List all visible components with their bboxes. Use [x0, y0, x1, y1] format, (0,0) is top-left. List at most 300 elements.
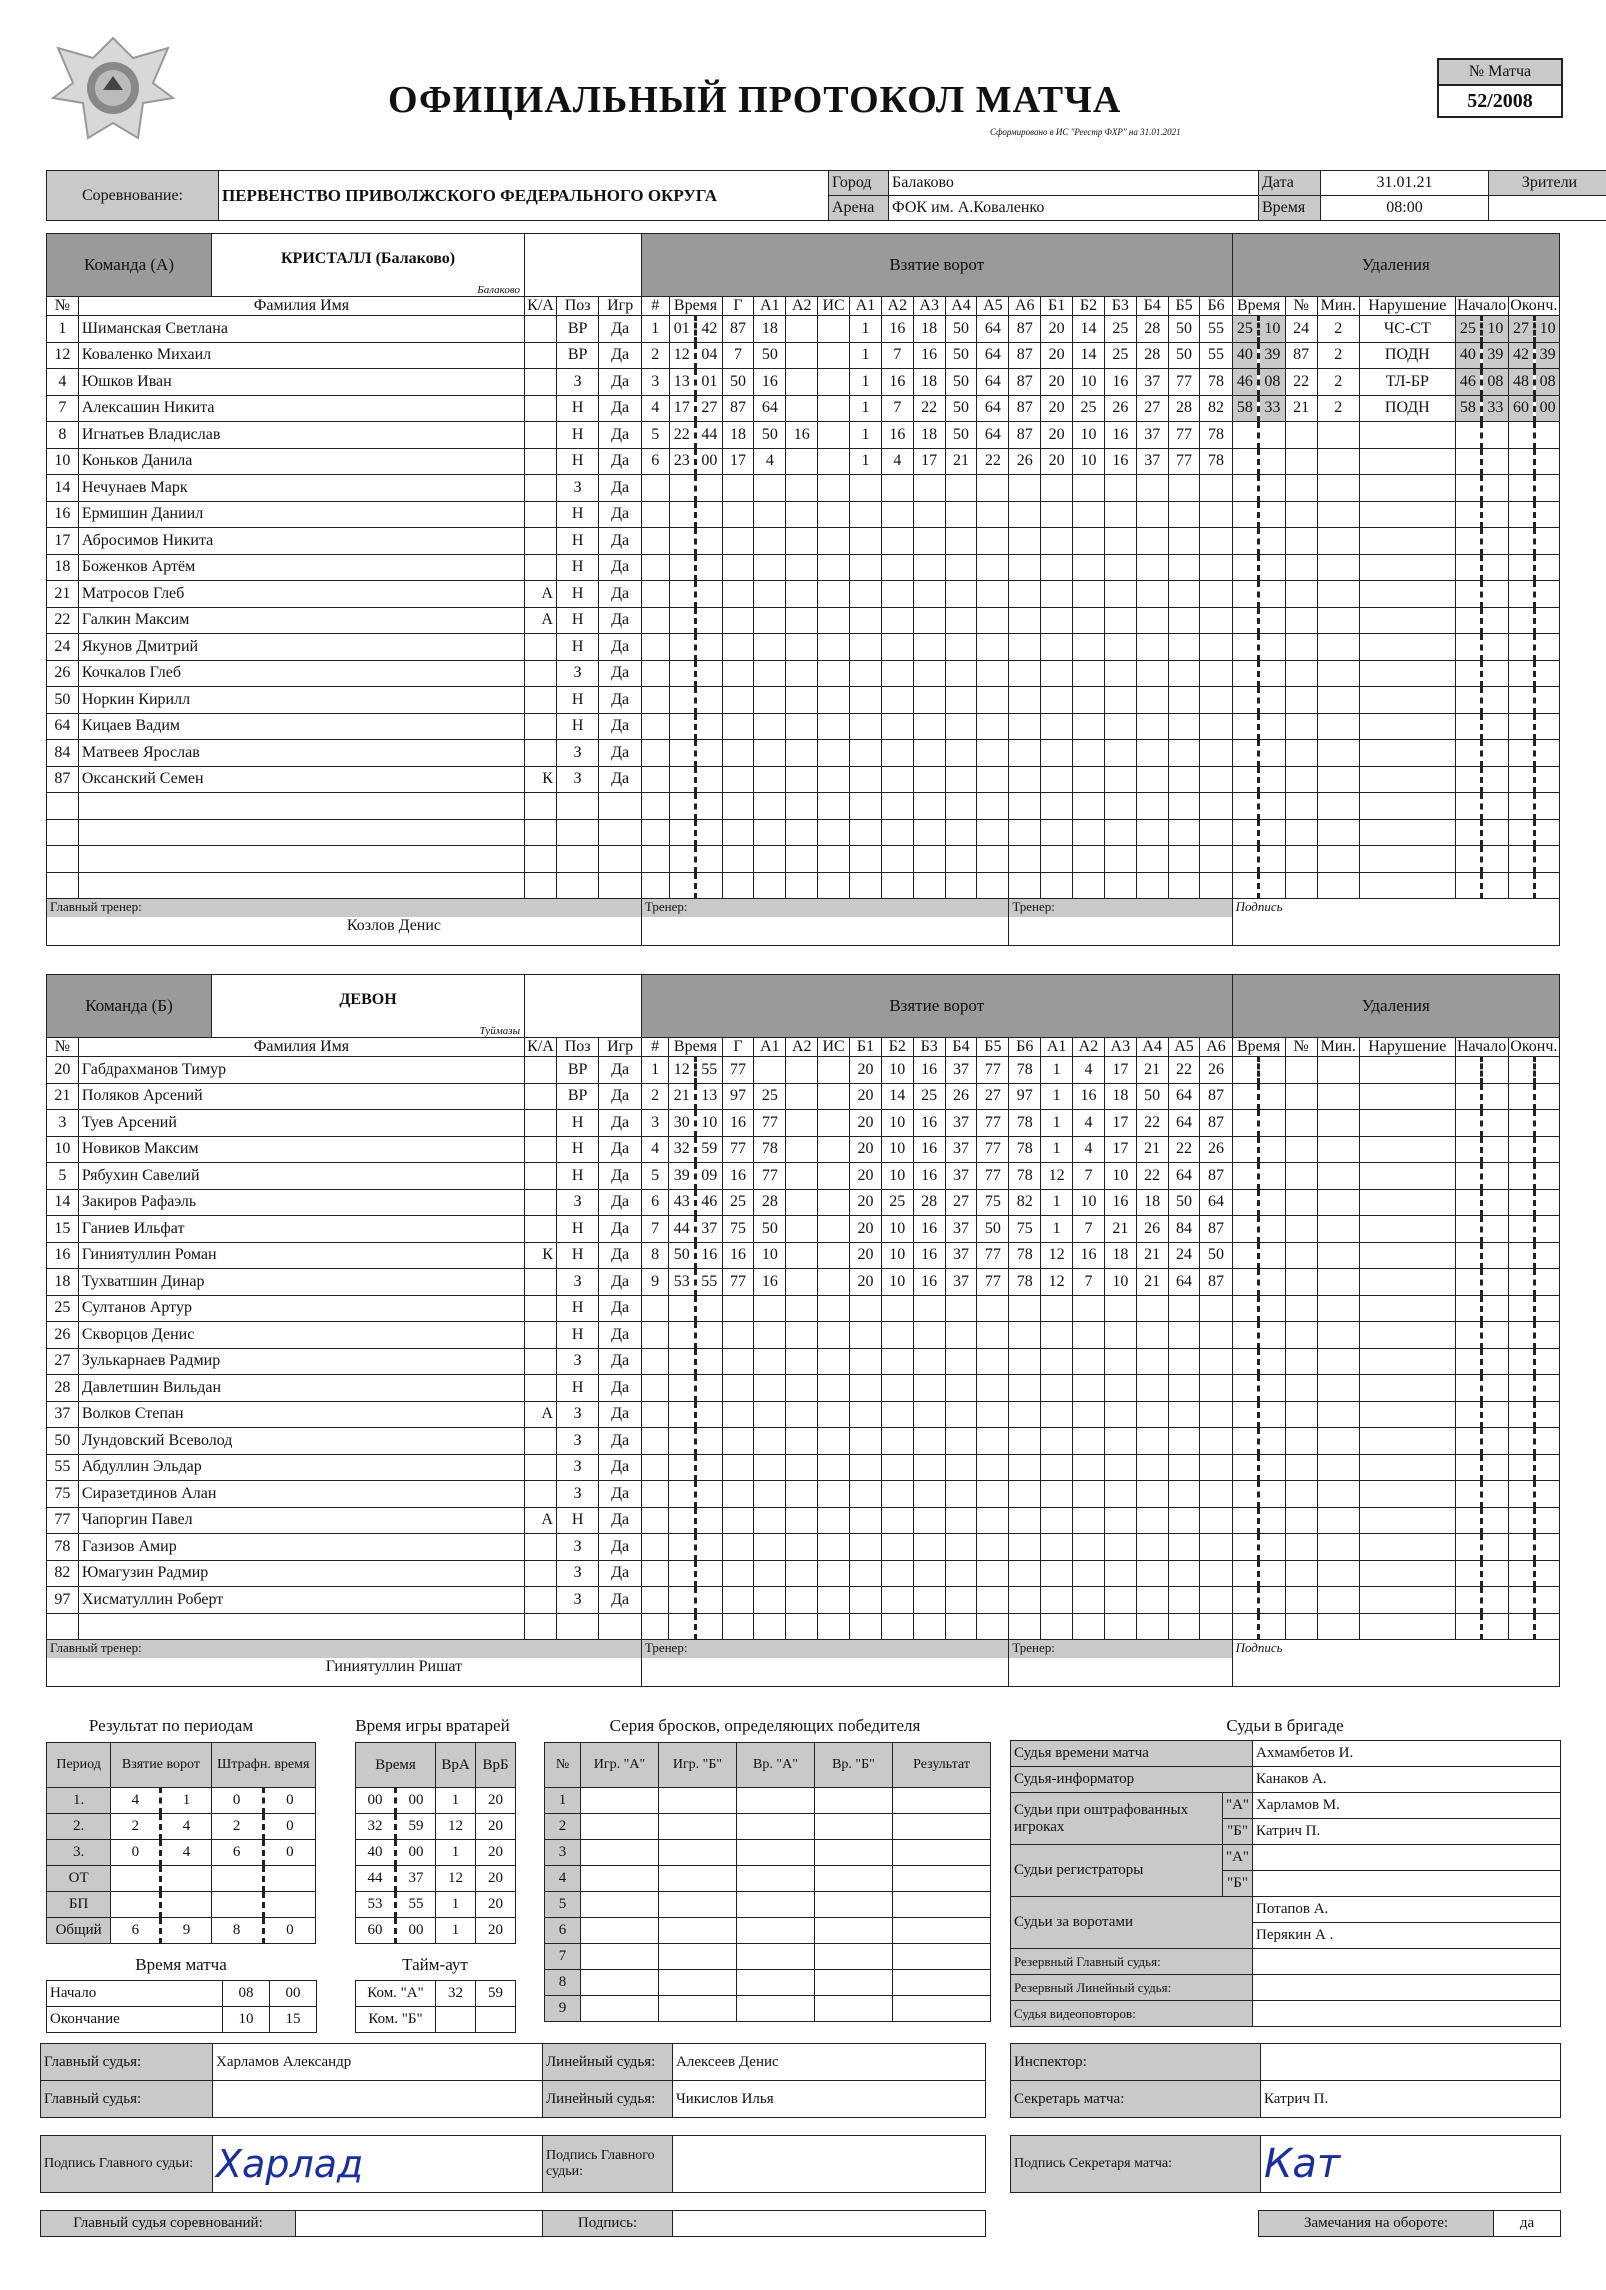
on-ice: 1	[850, 369, 882, 396]
h-goals: Взятие ворот	[111, 1743, 211, 1788]
cell	[1136, 1507, 1168, 1534]
player-no: 18	[47, 1269, 79, 1296]
cell	[1508, 846, 1535, 873]
cell	[696, 554, 723, 581]
cell	[893, 1840, 991, 1866]
on-ice: 64	[1168, 1163, 1200, 1190]
city-label: Город	[829, 171, 889, 196]
cell	[1009, 819, 1041, 846]
cell	[1535, 687, 1560, 714]
cell	[1259, 528, 1286, 555]
cell	[1360, 1481, 1456, 1508]
player-pos: Н	[556, 1507, 598, 1534]
cell	[1259, 1428, 1286, 1455]
on-ice: 20	[1041, 342, 1073, 369]
cell	[1009, 793, 1041, 820]
cell	[945, 528, 977, 555]
h-on-ice: Б6	[1200, 297, 1232, 316]
cell	[1200, 1587, 1232, 1614]
cell	[1317, 1454, 1359, 1481]
cell	[818, 1613, 850, 1640]
cell	[1168, 501, 1200, 528]
pen-min	[1232, 872, 1259, 899]
player-no: 25	[47, 1295, 79, 1322]
player-ka: А	[525, 1507, 557, 1534]
goal-is	[818, 395, 850, 422]
player-ka	[525, 713, 557, 740]
cell	[913, 1348, 945, 1375]
on-ice: 87	[1009, 422, 1041, 449]
cell	[1259, 846, 1286, 873]
cell	[1041, 1534, 1073, 1561]
on-ice: 64	[977, 369, 1009, 396]
pen-min	[1232, 819, 1259, 846]
cell	[1041, 634, 1073, 661]
cell	[1073, 766, 1105, 793]
pen-min	[1232, 713, 1259, 740]
goal-sec: 00	[696, 448, 723, 475]
player-ka: А	[525, 1401, 557, 1428]
shootout-row-no: 8	[545, 1970, 581, 1996]
player-played: Да	[599, 342, 642, 369]
cell	[913, 528, 945, 555]
spectators-label: Зрители	[1489, 171, 1606, 196]
goal-a1: 25	[754, 1083, 786, 1110]
cell	[1482, 448, 1509, 475]
h-a2: А2	[786, 297, 818, 316]
cell	[1041, 740, 1073, 767]
cell	[850, 554, 882, 581]
cell	[977, 581, 1009, 608]
on-ice: 22	[1136, 1163, 1168, 1190]
player-name: Ермишин Даниил	[78, 501, 524, 528]
pen-sec: 10	[1259, 316, 1286, 343]
player-ka: А	[525, 581, 557, 608]
cell	[1041, 1295, 1073, 1322]
goal-min: 39	[669, 1163, 696, 1190]
goal-sec: 10	[696, 1110, 723, 1137]
cell	[1535, 1242, 1560, 1269]
cell	[1136, 634, 1168, 661]
cell	[581, 1944, 659, 1970]
cell	[815, 1944, 893, 1970]
cell	[881, 1428, 913, 1455]
on-ice: 10	[881, 1242, 913, 1269]
on-ice: 20	[1041, 448, 1073, 475]
cell	[1535, 1083, 1560, 1110]
period-pim-b	[263, 1892, 315, 1918]
player-no: 7	[47, 395, 79, 422]
goal-judge-1: Потапов А.	[1253, 1897, 1561, 1923]
on-ice: 50	[945, 369, 977, 396]
cell	[1259, 1401, 1286, 1428]
pen-sec: 39	[1259, 342, 1286, 369]
cell	[1360, 1269, 1456, 1296]
cell	[1508, 1216, 1535, 1243]
cell	[1508, 1348, 1535, 1375]
cell	[815, 1866, 893, 1892]
cell	[1455, 660, 1482, 687]
cell	[786, 1428, 818, 1455]
cell	[1041, 1348, 1073, 1375]
cell	[1285, 1507, 1317, 1534]
cell	[1360, 1322, 1456, 1349]
cell	[881, 793, 913, 820]
cell	[786, 1613, 818, 1640]
shootout-row-no: 3	[545, 1840, 581, 1866]
cell	[754, 501, 786, 528]
player-played: Да	[599, 1110, 642, 1137]
pen-end-m: 60	[1508, 395, 1535, 422]
player-ka	[525, 634, 557, 661]
goal-a2: 16	[786, 422, 818, 449]
on-ice: 78	[1009, 1110, 1041, 1137]
on-ice: 20	[850, 1136, 882, 1163]
period-pim-b: 0	[263, 1814, 315, 1840]
player-ka	[525, 1110, 557, 1137]
cell	[1535, 1216, 1560, 1243]
player-played: Да	[599, 369, 642, 396]
h-on-ice: Б4	[1136, 297, 1168, 316]
cell	[1104, 793, 1136, 820]
cell	[1317, 713, 1359, 740]
player-no: 26	[47, 660, 79, 687]
h-period: Период	[47, 1743, 111, 1788]
on-ice: 14	[881, 1083, 913, 1110]
cell	[722, 740, 754, 767]
h-on-ice: А6	[1200, 1038, 1232, 1057]
cell	[1104, 554, 1136, 581]
h-is: ИС	[818, 1038, 850, 1057]
on-ice: 16	[913, 342, 945, 369]
period-goals-a: 6	[111, 1918, 161, 1944]
on-ice: 20	[1041, 316, 1073, 343]
on-ice: 18	[913, 422, 945, 449]
h-on-ice: А3	[913, 297, 945, 316]
player-no: 50	[47, 687, 79, 714]
player-pos: Н	[556, 528, 598, 555]
cell	[1317, 422, 1359, 449]
goal-a2	[786, 1269, 818, 1296]
cell	[1317, 1057, 1359, 1084]
on-ice: 50	[945, 395, 977, 422]
pen-sec: 08	[1259, 369, 1286, 396]
pen-end-s: 00	[1535, 395, 1560, 422]
cell	[754, 528, 786, 555]
goal-a1: 16	[754, 369, 786, 396]
on-ice: 16	[913, 1242, 945, 1269]
player-name: Игнатьев Владислав	[78, 422, 524, 449]
cell	[977, 501, 1009, 528]
timeout-title: Тайм-аут	[402, 1955, 468, 1974]
goal-scorer: 50	[722, 369, 754, 396]
cell	[1508, 1189, 1535, 1216]
on-ice: 16	[1104, 1189, 1136, 1216]
cell	[659, 1814, 737, 1840]
cell	[850, 1295, 882, 1322]
video-judge-label: Судья видеоповторов:	[1011, 2001, 1253, 2027]
main-ref-signature: Харлад	[216, 2142, 364, 2186]
on-ice: 22	[977, 448, 1009, 475]
cell	[754, 740, 786, 767]
cell	[1009, 1348, 1041, 1375]
period-pim-a: 6	[211, 1840, 263, 1866]
player-name	[78, 872, 524, 899]
cell	[881, 1375, 913, 1402]
h-on-ice: А4	[1136, 1038, 1168, 1057]
cell	[1136, 660, 1168, 687]
cell	[786, 1560, 818, 1587]
player-played: Да	[599, 766, 642, 793]
line-ref-label-2: Линейный судья:	[543, 2081, 673, 2118]
goal-min	[669, 1348, 696, 1375]
cell	[1317, 1295, 1359, 1322]
match-end-m: 15	[270, 2007, 317, 2033]
reg-a-tag: "А"	[1223, 1845, 1253, 1871]
player-played: Да	[599, 1587, 642, 1614]
line-ref-label-1: Линейный судья:	[543, 2044, 673, 2081]
cell	[737, 1788, 815, 1814]
player-ka	[525, 554, 557, 581]
cell	[977, 1613, 1009, 1640]
cell	[913, 1534, 945, 1561]
player-pos: Н	[556, 713, 598, 740]
cell	[1136, 475, 1168, 502]
player-pos	[556, 872, 598, 899]
cell	[977, 1507, 1009, 1534]
player-ka	[525, 475, 557, 502]
cell	[850, 1481, 882, 1508]
on-ice: 27	[1136, 395, 1168, 422]
pen-start-s: 33	[1482, 395, 1509, 422]
cell	[1482, 1322, 1509, 1349]
cell	[696, 1401, 723, 1428]
player-ka	[525, 1428, 557, 1455]
cell	[1360, 475, 1456, 502]
cell	[818, 660, 850, 687]
cell	[1041, 660, 1073, 687]
cell	[1285, 872, 1317, 899]
goalie-a: 1	[436, 1840, 476, 1866]
cell	[1285, 713, 1317, 740]
on-ice: 20	[1041, 369, 1073, 396]
cell	[850, 1454, 882, 1481]
cell	[1535, 1110, 1560, 1137]
h-pen-violation: Нарушение	[1360, 297, 1456, 316]
shootout-header: Игр. "Б"	[659, 1743, 737, 1788]
cell	[641, 1428, 669, 1455]
cell	[1041, 1322, 1073, 1349]
cell	[850, 1507, 882, 1534]
on-ice: 20	[850, 1110, 882, 1137]
cell	[754, 1295, 786, 1322]
cell	[818, 1428, 850, 1455]
on-ice: 10	[881, 1216, 913, 1243]
signature-label: Подпись	[1235, 1640, 1283, 1655]
cell	[1200, 1534, 1232, 1561]
cell	[1455, 766, 1482, 793]
h-on-ice: А2	[1073, 1038, 1105, 1057]
goal-scorer: 87	[722, 395, 754, 422]
cell	[893, 1970, 991, 1996]
periods-table	[46, 1742, 316, 1944]
on-ice: 87	[1009, 316, 1041, 343]
cell	[722, 1428, 754, 1455]
on-ice: 78	[1009, 1242, 1041, 1269]
player-ka: К	[525, 1242, 557, 1269]
on-ice: 14	[1073, 342, 1105, 369]
cell	[1317, 1587, 1359, 1614]
player-name: Нечунаев Марк	[78, 475, 524, 502]
player-ka	[525, 687, 557, 714]
reserve-line-label: Резервный Линейный судья:	[1011, 1975, 1253, 2001]
cell	[1535, 660, 1560, 687]
cell	[1482, 1083, 1509, 1110]
cell	[1200, 554, 1232, 581]
goal-no: 5	[641, 422, 669, 449]
cell	[1482, 1507, 1509, 1534]
cell	[1168, 1481, 1200, 1508]
cell	[1259, 1136, 1286, 1163]
cell	[1200, 475, 1232, 502]
cell	[754, 872, 786, 899]
goalie-sec: 59	[396, 1814, 436, 1840]
goal-is	[818, 1269, 850, 1296]
goal-scorer: 77	[722, 1269, 754, 1296]
cell	[893, 1918, 991, 1944]
h-pen-no: №	[1285, 297, 1317, 316]
goal-no: 2	[641, 342, 669, 369]
match-end-label: Окончание	[47, 2007, 223, 2033]
cell	[722, 1587, 754, 1614]
cell	[1455, 1110, 1482, 1137]
cell	[1360, 501, 1456, 528]
on-ice: 18	[1136, 1189, 1168, 1216]
reserve-main-label: Резервный Главный судья:	[1011, 1949, 1253, 1975]
cell	[977, 554, 1009, 581]
cell	[1073, 475, 1105, 502]
cell	[786, 1507, 818, 1534]
player-name: Скворцов Денис	[78, 1322, 524, 1349]
cell	[1285, 793, 1317, 820]
cell	[1455, 1534, 1482, 1561]
goal-sec: 55	[696, 1269, 723, 1296]
page-title: ОФИЦИАЛЬНЫЙ ПРОТОКОЛ МАТЧА	[388, 79, 1122, 121]
goal-min	[669, 1295, 696, 1322]
cell	[581, 1866, 659, 1892]
player-name: Лундовский Всеволод	[78, 1428, 524, 1455]
cell	[977, 687, 1009, 714]
cell	[1508, 607, 1535, 634]
on-ice: 26	[1136, 1216, 1168, 1243]
cell	[1535, 1507, 1560, 1534]
cell	[1073, 607, 1105, 634]
cell	[850, 581, 882, 608]
cell	[1285, 422, 1317, 449]
on-ice: 22	[1168, 1057, 1200, 1084]
cell	[1455, 1587, 1482, 1614]
cell	[754, 819, 786, 846]
player-name: Алексашин Никита	[78, 395, 524, 422]
player-played: Да	[599, 1507, 642, 1534]
cell	[1136, 1534, 1168, 1561]
goal-a2	[786, 448, 818, 475]
on-ice: 22	[1168, 1136, 1200, 1163]
cell	[1168, 766, 1200, 793]
h-on-ice: Б5	[1168, 297, 1200, 316]
cell	[1360, 1428, 1456, 1455]
cell	[696, 501, 723, 528]
goal-scorer: 87	[722, 316, 754, 343]
cell	[945, 1587, 977, 1614]
player-no: 14	[47, 1189, 79, 1216]
head-coach-label: Главный тренер:	[47, 1640, 641, 1658]
cell	[1259, 1216, 1286, 1243]
cell	[786, 713, 818, 740]
main-ref-label-2: Главный судья:	[41, 2081, 213, 2118]
cell	[1535, 713, 1560, 740]
player-no: 3	[47, 1110, 79, 1137]
cell	[1136, 1587, 1168, 1614]
cell	[818, 1454, 850, 1481]
pen-min	[1232, 422, 1259, 449]
player-name: Туев Арсений	[78, 1110, 524, 1137]
cell	[722, 1348, 754, 1375]
goal-is	[818, 369, 850, 396]
match-time-title: Время матча	[135, 1955, 227, 1974]
h-on-ice: А6	[1009, 297, 1041, 316]
cell	[1168, 660, 1200, 687]
goal-sec: 27	[696, 395, 723, 422]
signature-label: Подпись	[1235, 899, 1283, 914]
team_b-penalties-title: Удаления	[1232, 975, 1559, 1038]
cell	[722, 766, 754, 793]
player-pos: ВР	[556, 342, 598, 369]
cell	[581, 1788, 659, 1814]
cell	[754, 687, 786, 714]
cell	[581, 1918, 659, 1944]
cell	[1073, 872, 1105, 899]
player-name: Юшков Иван	[78, 369, 524, 396]
on-ice: 64	[1168, 1269, 1200, 1296]
player-ka	[525, 422, 557, 449]
pen-player: 21	[1285, 395, 1317, 422]
player-ka	[525, 1216, 557, 1243]
player-no: 64	[47, 713, 79, 740]
cell	[754, 846, 786, 873]
player-pos: Н	[556, 448, 598, 475]
player-name: Галкин Максим	[78, 607, 524, 634]
pen-min	[1232, 1216, 1259, 1243]
cell	[850, 846, 882, 873]
cell	[722, 872, 754, 899]
cell	[786, 1401, 818, 1428]
referees-table	[1010, 1740, 1561, 2027]
cell	[696, 1348, 723, 1375]
cell	[1285, 1110, 1317, 1137]
goal-no: 6	[641, 1189, 669, 1216]
goal-a2	[786, 1216, 818, 1243]
player-pos: З	[556, 1534, 598, 1561]
cell	[1041, 475, 1073, 502]
player-pos: З	[556, 1587, 598, 1614]
period-name: 2.	[47, 1814, 111, 1840]
timeout-a-s: 59	[476, 1981, 516, 2007]
h-played: Игр	[599, 1038, 642, 1057]
cell	[1360, 687, 1456, 714]
on-ice: 26	[1200, 1057, 1232, 1084]
cell	[1136, 554, 1168, 581]
